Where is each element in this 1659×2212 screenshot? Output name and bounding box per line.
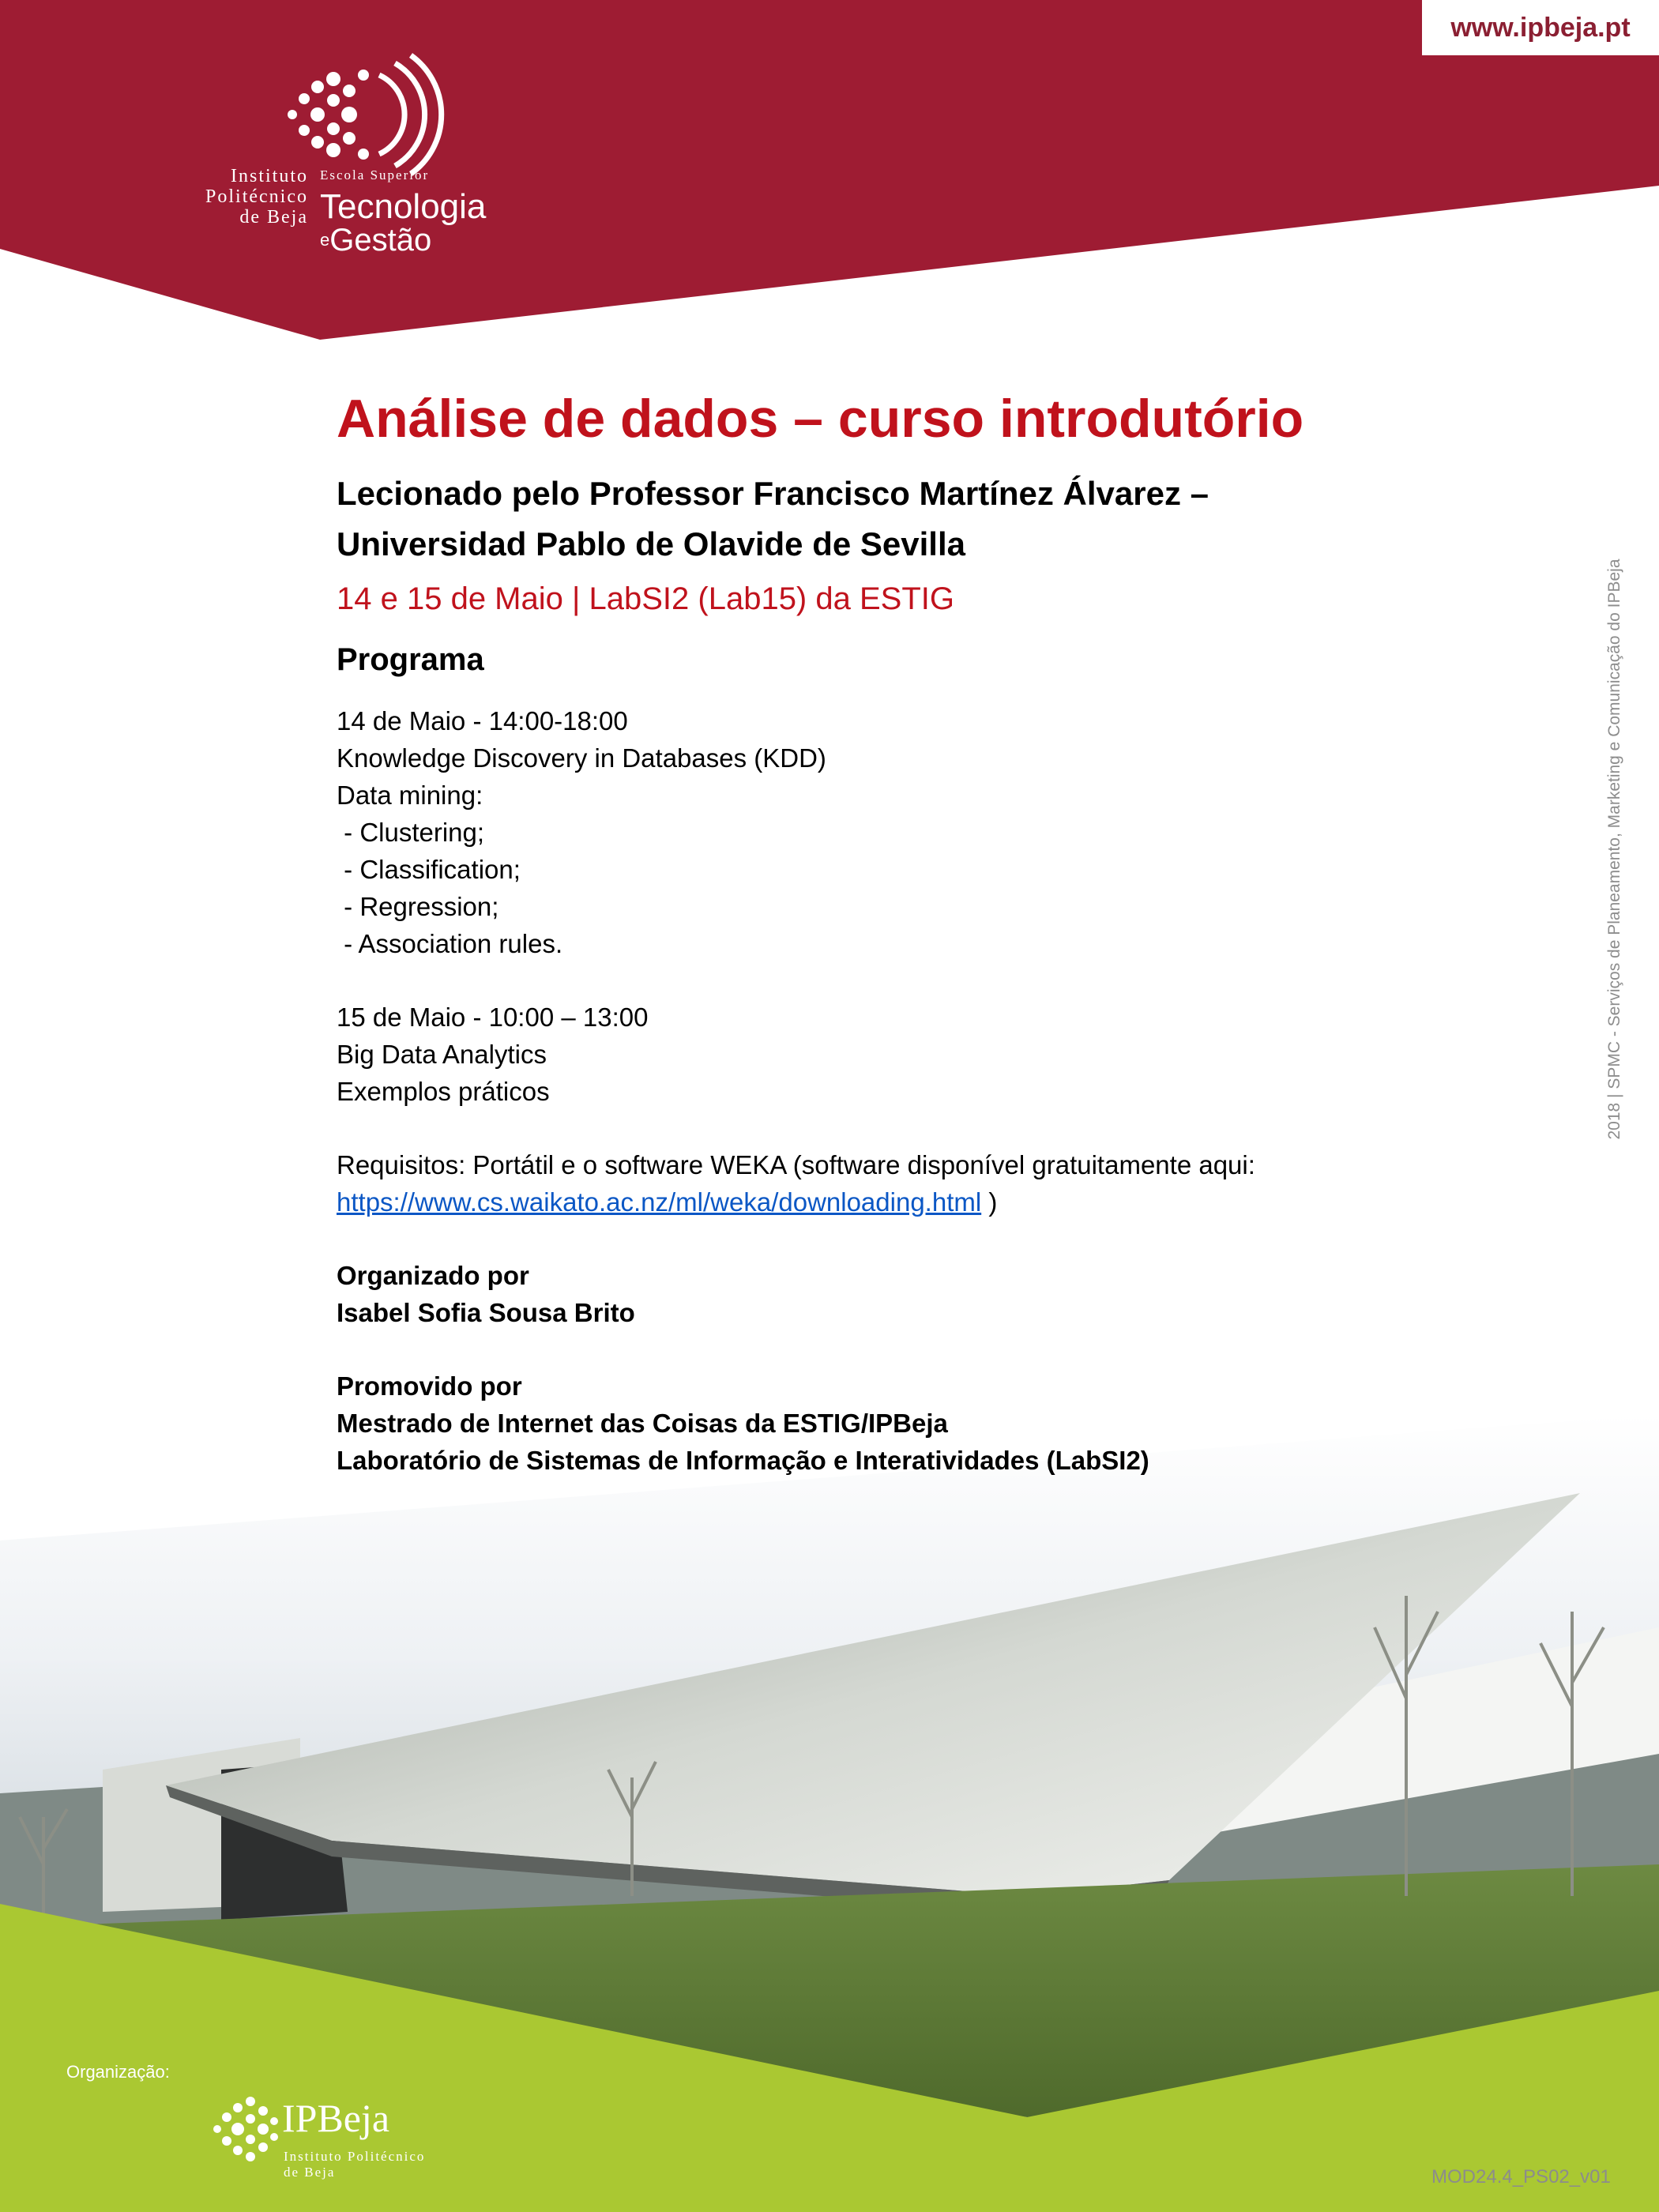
logo-school-text: Escola Superior Tecnologia $^e$Gestão (320, 167, 487, 258)
program-heading: Programa (337, 642, 484, 677)
list-item: Big Data Analytics (337, 1040, 547, 1069)
day2-date: 15 de Maio - 10:00 – 13:00 (337, 1003, 649, 1032)
requirements-text: Requisitos: Portátil e o software WEKA (software disponível gratuitamente aqui: (337, 1150, 1255, 1179)
promoted-label: Promovido por (337, 1371, 522, 1401)
list-item: - Regression; (337, 892, 499, 921)
promoter-line: Laboratório de Sistemas de Informação e Interatividades (LabSI2) (337, 1446, 1149, 1475)
ipbeja-logo (209, 2086, 478, 2196)
logo-dots-icon (269, 43, 458, 186)
list-item: Exemplos práticos (337, 1077, 550, 1106)
date-location: 14 e 15 de Maio | LabSI2 (Lab15) da ESTIG (337, 581, 954, 616)
promoter-line: Mestrado de Internet das Coisas da ESTIG/IPBeja (337, 1409, 948, 1438)
list-item: - Classification; (337, 855, 521, 884)
poster-content (337, 375, 1569, 1479)
lecturer-info: Lecionado pelo Professor Francisco Martínez Álvarez – Universidad Pablo de Olavide de Sevilla (337, 475, 1209, 562)
organization-label: Organização: (66, 2062, 170, 2082)
page-title: Análise de dados – curso introdutório (337, 389, 1304, 449)
estig-logo (158, 40, 521, 269)
weka-download-link[interactable]: https://www.cs.waikato.ac.nz/ml/weka/downloading.html (337, 1187, 982, 1217)
website-url-box[interactable] (1422, 0, 1659, 55)
list-item: - Clustering; (337, 818, 485, 847)
list-item: - Association rules. (337, 929, 563, 958)
side-credit: 2018 | SPMC - Serviços de Planeamento, Marketing e Comunicação do IPBeja (1605, 559, 1623, 1140)
ipbeja-name: IPBeja (282, 2096, 390, 2140)
organized-label: Organizado por (337, 1261, 529, 1290)
ipbeja-subtitle: Instituto Politécnico de Beja (284, 2149, 426, 2180)
requirements-link-line: https://www.cs.waikato.ac.nz/ml/weka/downloading.html ) (337, 1187, 998, 1217)
website-url[interactable]: www.ipbeja.pt (1450, 12, 1631, 43)
logo-institute-text: Instituto Politécnico de Beja (205, 166, 308, 228)
ipbeja-dots-icon (209, 2086, 280, 2172)
list-item: Knowledge Discovery in Databases (KDD) (337, 743, 826, 773)
list-item: Data mining: (337, 781, 483, 810)
organizer-name: Isabel Sofia Sousa Brito (337, 1298, 635, 1327)
day1-date: 14 de Maio - 14:00-18:00 (337, 706, 628, 735)
document-code: MOD24.4_PS02_v01 (1431, 2166, 1611, 2188)
